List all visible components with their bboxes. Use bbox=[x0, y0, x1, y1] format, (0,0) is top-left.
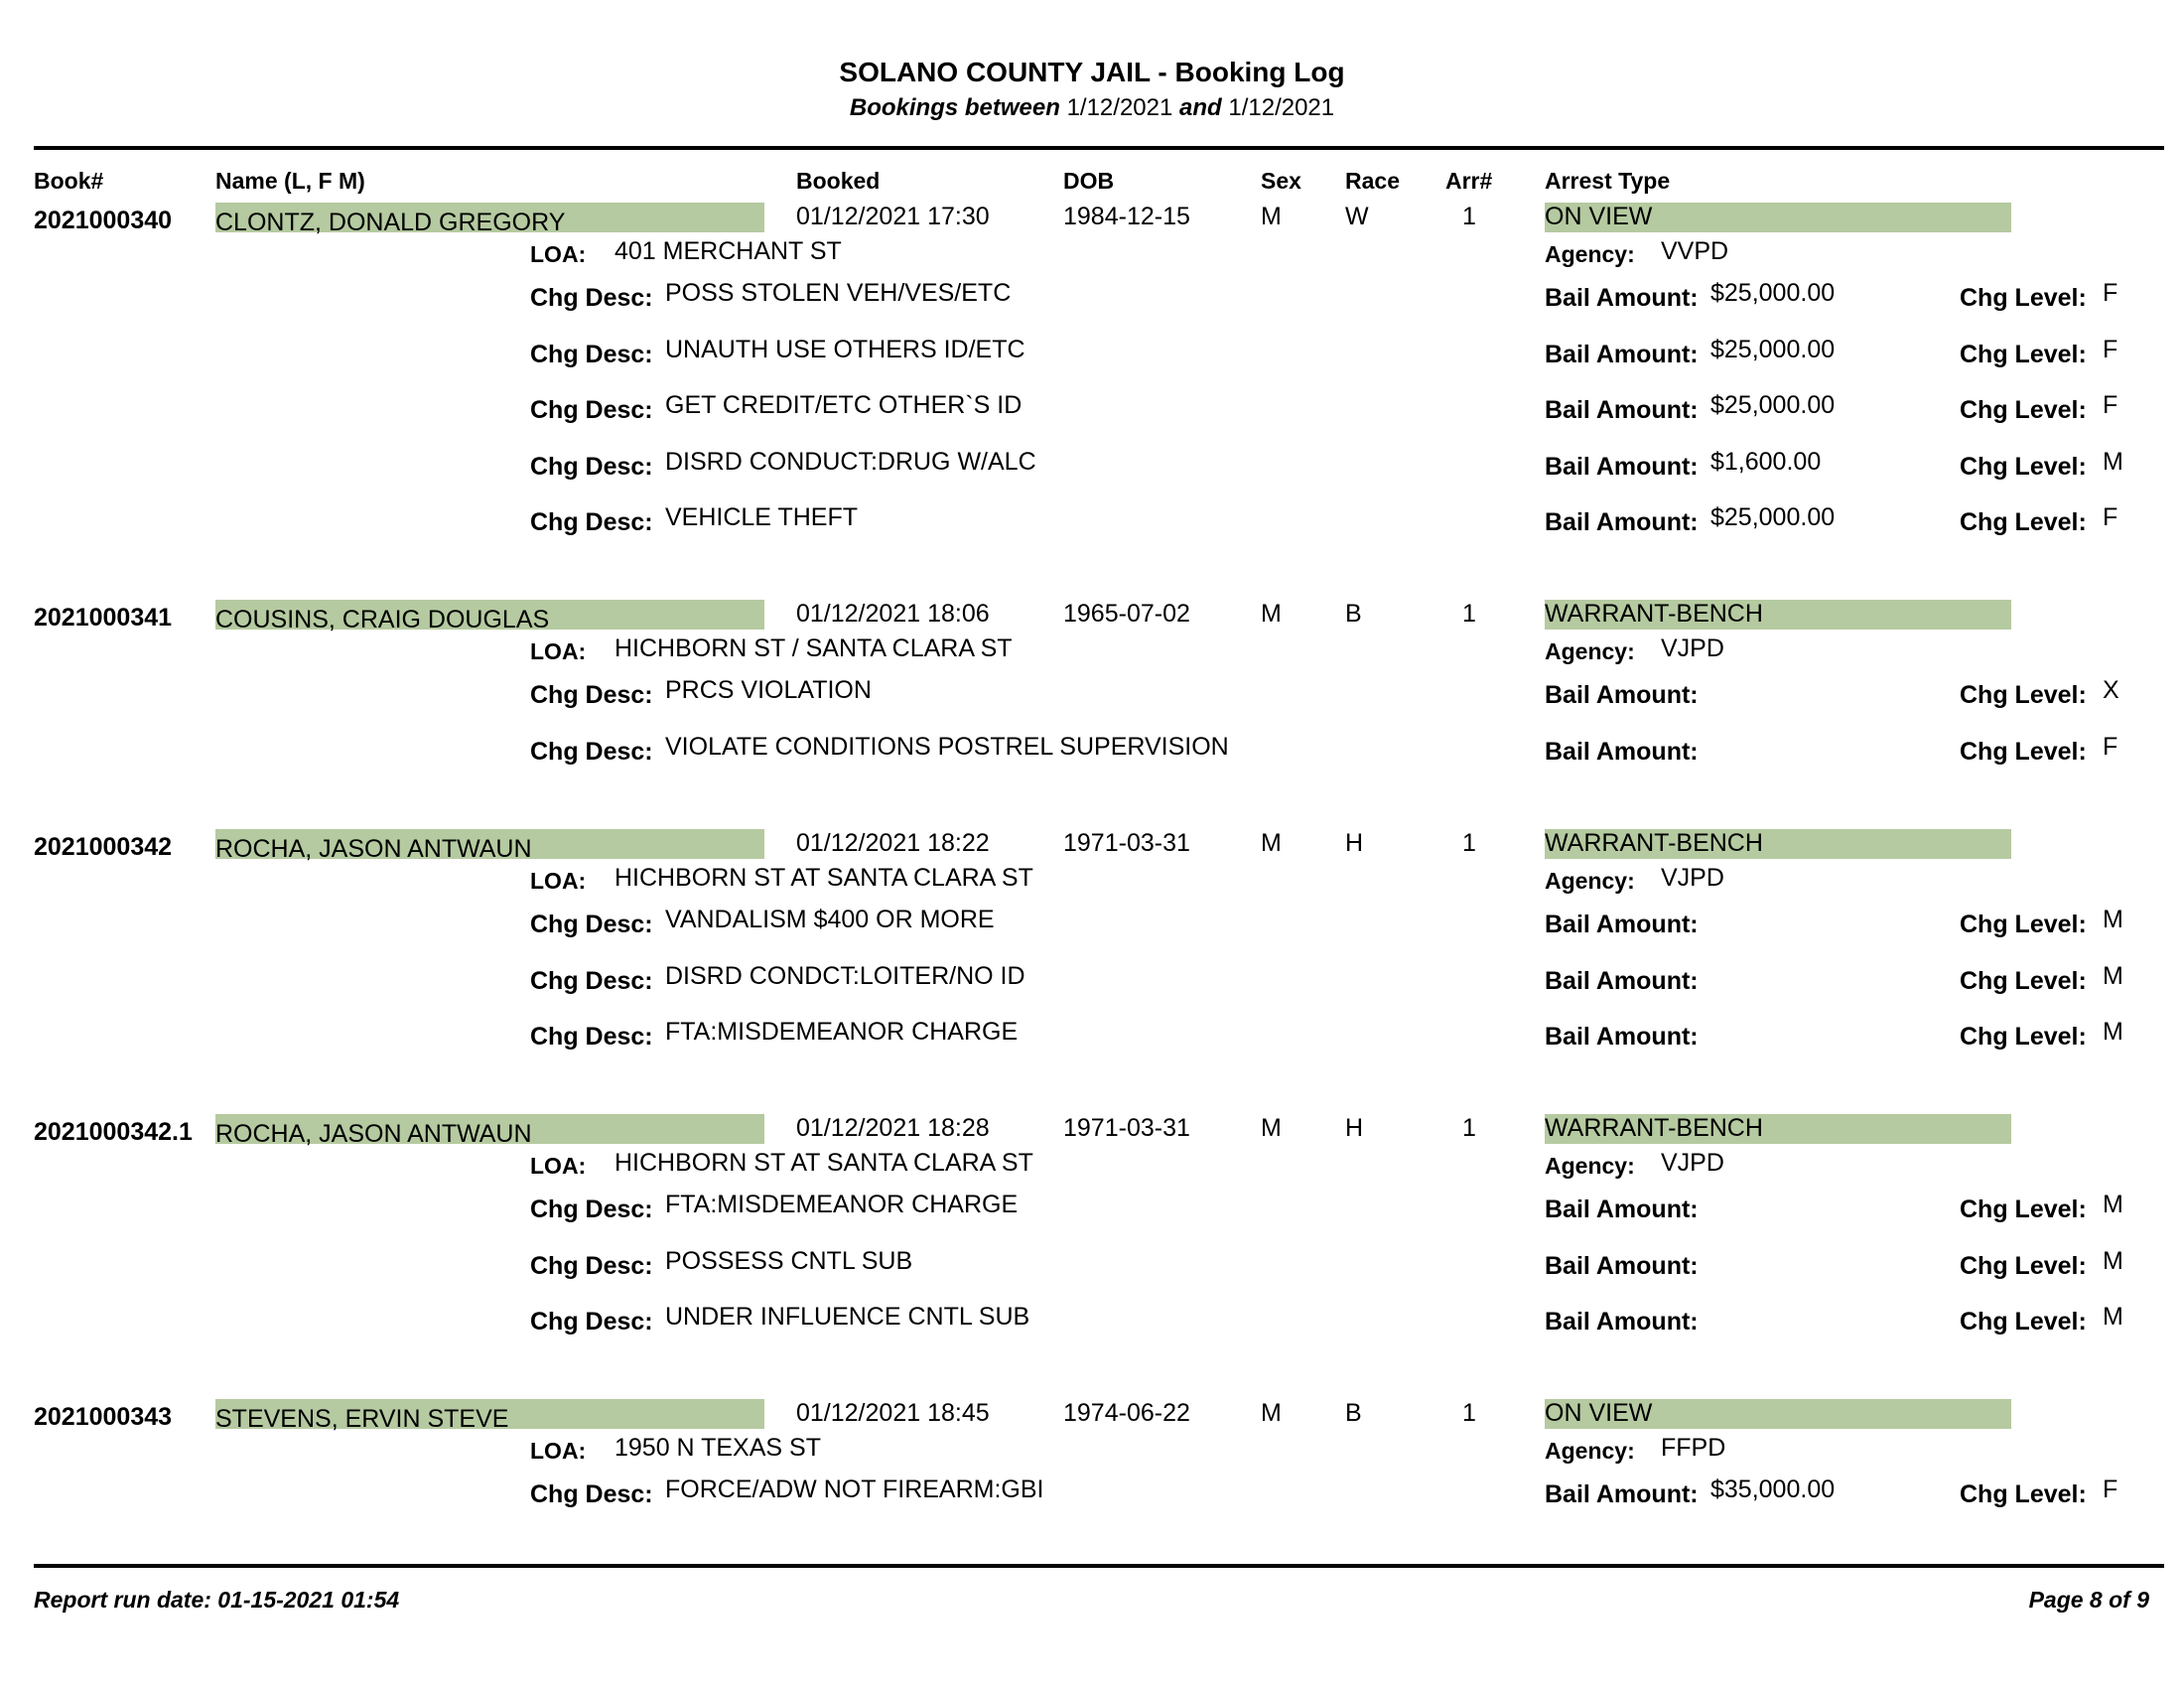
arrest-type: ON VIEW bbox=[1545, 1399, 1653, 1427]
chg-desc-label: Chg Desc: bbox=[530, 1196, 653, 1223]
dob: 1984-12-15 bbox=[1063, 203, 1190, 230]
chg-level-label: Chg Level: bbox=[1960, 452, 2087, 481]
loa-value: 1950 N TEXAS ST bbox=[614, 1434, 821, 1462]
inmate-name: COUSINS, CRAIG DOUGLAS bbox=[215, 606, 550, 633]
book-number: 2021000343 bbox=[34, 1403, 173, 1431]
name-highlight bbox=[215, 829, 764, 863]
book-number: 2021000342.1 bbox=[34, 1118, 193, 1146]
sex: M bbox=[1261, 203, 1282, 230]
agency-value: VJPD bbox=[1661, 864, 1724, 892]
inmate-name: STEVENS, ERVIN STEVE bbox=[215, 1405, 509, 1433]
chg-desc-label: Chg Desc: bbox=[530, 737, 653, 766]
bail-label: Bail Amount: bbox=[1545, 681, 1699, 709]
chg-desc: VEHICLE THEFT bbox=[665, 503, 859, 531]
report-subtitle bbox=[0, 94, 2184, 122]
bail-label: Bail Amount: bbox=[1545, 1308, 1699, 1336]
bail-label: Bail Amount: bbox=[1545, 737, 1699, 766]
chg-desc-label: Chg Desc: bbox=[530, 396, 653, 424]
col-sex: Sex bbox=[1261, 168, 1301, 194]
chg-level: F bbox=[2103, 732, 2118, 761]
chg-level: M bbox=[2103, 906, 2123, 933]
report-title: SOLANO COUNTY JAIL - Booking Log bbox=[839, 57, 1345, 87]
chg-level-label: Chg Level: bbox=[1960, 911, 2087, 938]
charge-row bbox=[0, 1303, 2184, 1342]
charge-row bbox=[0, 503, 2184, 543]
chg-desc-label: Chg Desc: bbox=[530, 1251, 653, 1280]
chg-level-label: Chg Level: bbox=[1960, 737, 2087, 766]
arrest-number: 1 bbox=[1462, 600, 1476, 628]
col-book: Book# bbox=[34, 168, 104, 194]
chg-level: M bbox=[2103, 961, 2123, 990]
chg-desc-label: Chg Desc: bbox=[530, 911, 653, 938]
dob: 1974-06-22 bbox=[1063, 1399, 1190, 1427]
bail-amount: $35,000.00 bbox=[1710, 1476, 1836, 1503]
arrest-type-highlight bbox=[1545, 1399, 2011, 1429]
bail-label: Bail Amount: bbox=[1545, 284, 1699, 312]
sex: M bbox=[1261, 829, 1282, 857]
booked-datetime: 01/12/2021 17:30 bbox=[796, 203, 990, 230]
charge-row bbox=[0, 279, 2184, 319]
charge-row bbox=[0, 448, 2184, 488]
chg-level: M bbox=[2103, 1018, 2123, 1046]
sex: M bbox=[1261, 1399, 1282, 1427]
bail-amount: $1,600.00 bbox=[1710, 447, 1822, 476]
charge-row bbox=[0, 962, 2184, 1002]
footer-rule bbox=[34, 1564, 2164, 1568]
chg-desc-label: Chg Desc: bbox=[530, 340, 653, 368]
loa-value: HICHBORN ST / SANTA CLARA ST bbox=[614, 634, 1013, 662]
chg-level: F bbox=[2103, 1476, 2118, 1503]
arrest-type-highlight bbox=[1545, 1114, 2011, 1144]
chg-desc-label: Chg Desc: bbox=[530, 452, 653, 481]
chg-desc: GET CREDIT/ETC OTHER`S ID bbox=[665, 391, 1023, 419]
chg-level-label: Chg Level: bbox=[1960, 966, 2087, 995]
chg-level-label: Chg Level: bbox=[1960, 1251, 2087, 1280]
chg-desc-label: Chg Desc: bbox=[530, 1023, 653, 1051]
inmate-name: ROCHA, JASON ANTWAUN bbox=[215, 835, 532, 863]
agency-value: VJPD bbox=[1661, 1149, 1724, 1177]
charge-row bbox=[0, 391, 2184, 431]
race: H bbox=[1345, 829, 1364, 857]
dob: 1965-07-02 bbox=[1063, 600, 1190, 628]
chg-level: M bbox=[2103, 447, 2123, 476]
bail-amount: $25,000.00 bbox=[1710, 503, 1836, 531]
arrest-number: 1 bbox=[1462, 203, 1476, 230]
loa-value: HICHBORN ST AT SANTA CLARA ST bbox=[614, 1149, 1033, 1177]
booked-datetime: 01/12/2021 18:06 bbox=[796, 600, 990, 628]
charge-row bbox=[0, 676, 2184, 716]
arrest-number: 1 bbox=[1462, 829, 1476, 857]
chg-level-label: Chg Level: bbox=[1960, 396, 2087, 424]
charge-row bbox=[0, 336, 2184, 375]
arrest-type: WARRANT-BENCH bbox=[1545, 829, 1763, 857]
bail-label: Bail Amount: bbox=[1545, 340, 1699, 368]
charge-row bbox=[0, 733, 2184, 773]
book-number: 2021000341 bbox=[34, 604, 173, 632]
chg-level-label: Chg Level: bbox=[1960, 284, 2087, 312]
chg-desc: UNAUTH USE OTHERS ID/ETC bbox=[665, 335, 1025, 363]
arrest-type: WARRANT-BENCH bbox=[1545, 600, 1763, 628]
chg-level-label: Chg Level: bbox=[1960, 1308, 2087, 1336]
chg-desc: UNDER INFLUENCE CNTL SUB bbox=[665, 1303, 1030, 1331]
arrest-number: 1 bbox=[1462, 1399, 1476, 1427]
charge-row bbox=[0, 1018, 2184, 1057]
chg-desc-label: Chg Desc: bbox=[530, 508, 653, 536]
booking-record bbox=[0, 600, 2184, 788]
chg-desc: POSS STOLEN VEH/VES/ETC bbox=[665, 279, 1012, 307]
chg-desc-label: Chg Desc: bbox=[530, 1480, 653, 1508]
loa-label: LOA: bbox=[530, 1438, 587, 1464]
booking-record bbox=[0, 203, 2184, 560]
sex: M bbox=[1261, 1114, 1282, 1142]
col-dob: DOB bbox=[1063, 168, 1115, 194]
col-race: Race bbox=[1345, 168, 1400, 194]
arrest-type-highlight bbox=[1545, 600, 2011, 630]
chg-desc: PRCS VIOLATION bbox=[665, 676, 872, 704]
chg-level: F bbox=[2103, 279, 2118, 307]
chg-level-label: Chg Level: bbox=[1960, 508, 2087, 536]
inmate-name: CLONTZ, DONALD GREGORY bbox=[215, 209, 566, 236]
col-name: Name (L, F M) bbox=[215, 168, 365, 194]
chg-level: M bbox=[2103, 1303, 2123, 1331]
bail-label: Bail Amount: bbox=[1545, 1480, 1699, 1508]
loa-label: LOA: bbox=[530, 638, 587, 664]
bail-amount: $25,000.00 bbox=[1710, 391, 1836, 419]
bail-label: Bail Amount: bbox=[1545, 1251, 1699, 1280]
chg-desc-label: Chg Desc: bbox=[530, 1308, 653, 1336]
book-number: 2021000340 bbox=[34, 207, 173, 234]
bail-label: Bail Amount: bbox=[1545, 396, 1699, 424]
bail-label: Bail Amount: bbox=[1545, 1023, 1699, 1051]
col-arr: Arr# bbox=[1445, 168, 1493, 194]
bail-label: Bail Amount: bbox=[1545, 508, 1699, 536]
chg-desc: POSSESS CNTL SUB bbox=[665, 1246, 913, 1275]
loa-value: 401 MERCHANT ST bbox=[614, 237, 842, 265]
arrest-type: WARRANT-BENCH bbox=[1545, 1114, 1763, 1142]
chg-level-label: Chg Level: bbox=[1960, 681, 2087, 709]
agency-value: VJPD bbox=[1661, 634, 1724, 662]
chg-level-label: Chg Level: bbox=[1960, 340, 2087, 368]
name-highlight bbox=[215, 203, 764, 236]
page-number: Page 8 of 9 bbox=[2028, 1587, 2149, 1613]
date-to: 1/12/2021 bbox=[1228, 94, 1335, 121]
race: W bbox=[1345, 203, 1369, 230]
arrest-type-highlight bbox=[1545, 203, 2011, 232]
name-highlight bbox=[215, 600, 764, 633]
race: H bbox=[1345, 1114, 1364, 1142]
chg-level: M bbox=[2103, 1246, 2123, 1275]
chg-desc: DISRD CONDCT:LOITER/NO ID bbox=[665, 961, 1025, 990]
bail-amount: $25,000.00 bbox=[1710, 335, 1836, 363]
race: B bbox=[1345, 1399, 1362, 1427]
sex: M bbox=[1261, 600, 1282, 628]
col-arrest-type: Arrest Type bbox=[1545, 168, 1671, 194]
subtitle-and: and bbox=[1179, 94, 1222, 121]
chg-level-label: Chg Level: bbox=[1960, 1196, 2087, 1223]
subtitle-prefix: Bookings between bbox=[849, 94, 1060, 121]
inmate-name: ROCHA, JASON ANTWAUN bbox=[215, 1120, 532, 1148]
chg-level: F bbox=[2103, 335, 2118, 363]
chg-desc-label: Chg Desc: bbox=[530, 681, 653, 709]
agency-label: Agency: bbox=[1545, 1153, 1635, 1179]
charge-row bbox=[0, 906, 2184, 945]
agency-value: VVPD bbox=[1661, 237, 1729, 265]
chg-desc: FTA:MISDEMEANOR CHARGE bbox=[665, 1018, 1019, 1046]
book-number: 2021000342 bbox=[34, 833, 173, 861]
col-booked: Booked bbox=[796, 168, 881, 194]
bail-amount: $25,000.00 bbox=[1710, 279, 1836, 307]
booking-record bbox=[0, 1399, 2184, 1532]
loa-label: LOA: bbox=[530, 1153, 587, 1179]
dob: 1971-03-31 bbox=[1063, 829, 1190, 857]
chg-desc: VANDALISM $400 OR MORE bbox=[665, 906, 995, 933]
arrest-type-highlight bbox=[1545, 829, 2011, 859]
dob: 1971-03-31 bbox=[1063, 1114, 1190, 1142]
race: B bbox=[1345, 600, 1362, 628]
booked-datetime: 01/12/2021 18:45 bbox=[796, 1399, 990, 1427]
chg-level: F bbox=[2103, 391, 2118, 419]
booked-datetime: 01/12/2021 18:22 bbox=[796, 829, 990, 857]
report-run-date: Report run date: 01-15-2021 01:54 bbox=[34, 1587, 400, 1613]
chg-level-label: Chg Level: bbox=[1960, 1023, 2087, 1051]
agency-value: FFPD bbox=[1661, 1434, 1726, 1462]
loa-label: LOA: bbox=[530, 241, 587, 267]
header-rule bbox=[34, 146, 2164, 150]
booking-record bbox=[0, 1114, 2184, 1359]
chg-desc: VIOLATE CONDITIONS POSTREL SUPERVISION bbox=[665, 732, 1229, 761]
chg-desc: DISRD CONDUCT:DRUG W/ALC bbox=[665, 447, 1036, 476]
chg-desc: FORCE/ADW NOT FIREARM:GBI bbox=[665, 1476, 1044, 1503]
bail-label: Bail Amount: bbox=[1545, 1196, 1699, 1223]
chg-level: F bbox=[2103, 503, 2118, 531]
agency-label: Agency: bbox=[1545, 241, 1635, 267]
bail-label: Bail Amount: bbox=[1545, 911, 1699, 938]
booked-datetime: 01/12/2021 18:28 bbox=[796, 1114, 990, 1142]
arrest-number: 1 bbox=[1462, 1114, 1476, 1142]
agency-label: Agency: bbox=[1545, 638, 1635, 664]
chg-desc: FTA:MISDEMEANOR CHARGE bbox=[665, 1191, 1019, 1218]
booking-record bbox=[0, 829, 2184, 1074]
arrest-type: ON VIEW bbox=[1545, 203, 1653, 230]
name-highlight bbox=[215, 1114, 764, 1148]
date-from: 1/12/2021 bbox=[1066, 94, 1173, 121]
chg-desc-label: Chg Desc: bbox=[530, 284, 653, 312]
charge-row bbox=[0, 1247, 2184, 1287]
charge-row bbox=[0, 1191, 2184, 1230]
bail-label: Bail Amount: bbox=[1545, 966, 1699, 995]
name-highlight bbox=[215, 1399, 764, 1433]
loa-label: LOA: bbox=[530, 868, 587, 894]
agency-label: Agency: bbox=[1545, 1438, 1635, 1464]
charge-row bbox=[0, 1476, 2184, 1515]
loa-value: HICHBORN ST AT SANTA CLARA ST bbox=[614, 864, 1033, 892]
chg-desc-label: Chg Desc: bbox=[530, 966, 653, 995]
bail-label: Bail Amount: bbox=[1545, 452, 1699, 481]
chg-level: M bbox=[2103, 1191, 2123, 1218]
chg-level-label: Chg Level: bbox=[1960, 1480, 2087, 1508]
chg-level: X bbox=[2103, 676, 2119, 704]
agency-label: Agency: bbox=[1545, 868, 1635, 894]
